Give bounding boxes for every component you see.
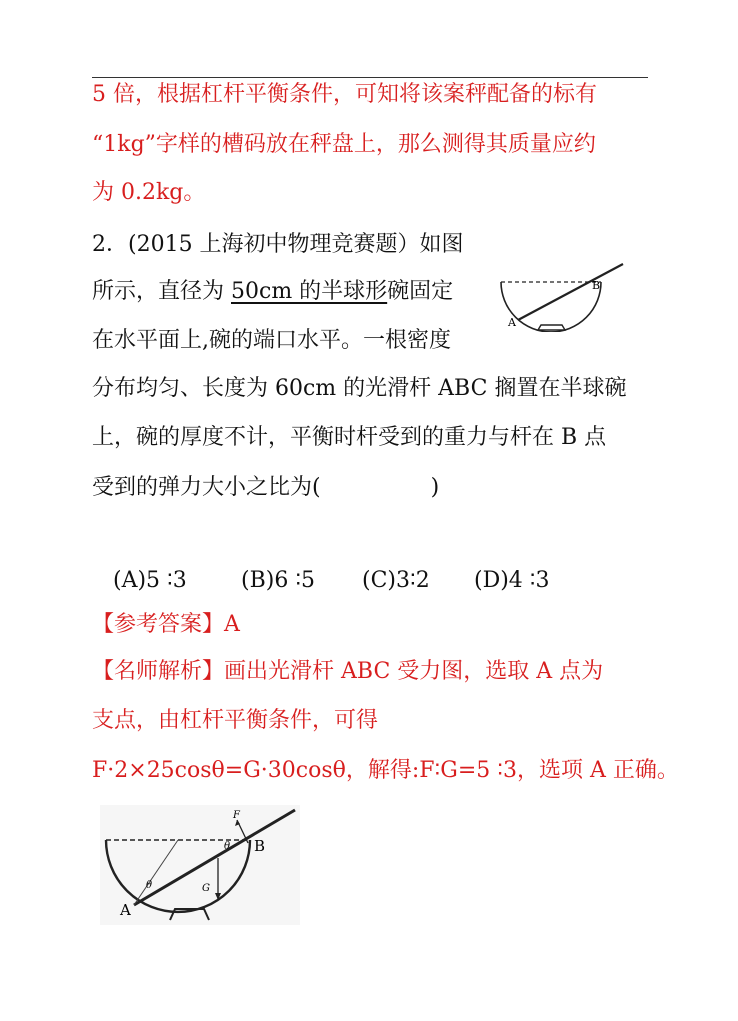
- option-d: (D)4 ∶3: [474, 568, 550, 593]
- analysis-line-3: F·2×25cosθ=G·30cosθ，解得:F∶G=5 ∶3，选项 A 正确。: [92, 758, 679, 783]
- question-heading: 2．(2015 上海初中物理竞赛题）如图: [92, 232, 464, 257]
- analysis-label: 【名师解析】: [92, 659, 225, 684]
- rod: [518, 264, 623, 320]
- analysis-line-1: [92, 657, 603, 687]
- bowl-figure-small: [496, 262, 636, 332]
- label-f: F: [233, 810, 240, 821]
- prev-answer-line-1: 5 倍，根据杠杆平衡条件，可知将该案秤配备的标有: [92, 82, 597, 107]
- label-theta-left: θ: [146, 880, 153, 891]
- label-a: A: [508, 316, 516, 329]
- answer-line: [92, 610, 240, 640]
- question-line-4: 分布均匀、长度为 60cm 的光滑杆 ABC 搁置在半球碗: [92, 376, 627, 401]
- prev-answer-line-2: “1kg”字样的槽码放在秤盘上，那么测得其质量应约: [92, 132, 596, 157]
- label-b: B: [592, 279, 601, 292]
- question-line-2: [92, 277, 453, 307]
- answer-value: A: [224, 612, 240, 637]
- option-c: (C)3∶2: [362, 568, 430, 593]
- question-line-3: 在水平面上,碗的端口水平。一根密度: [92, 328, 451, 353]
- question-line-2-post: 碗固定: [387, 279, 454, 304]
- label-a: A: [120, 901, 131, 919]
- question-line-2-pre: 所示，直径为: [92, 279, 231, 304]
- option-a: (A)5 ∶3: [113, 568, 187, 593]
- answer-label: 【参考答案】: [92, 612, 225, 637]
- force-diagram: [100, 805, 300, 925]
- header-rule: [92, 77, 648, 78]
- prev-answer-line-3: 为 0.2kg。: [92, 180, 206, 205]
- label-theta-top: θ: [224, 841, 231, 852]
- diameter-line: [134, 840, 178, 905]
- option-b: (B)6 ∶5: [241, 568, 316, 593]
- question-underlined-text: 50cm 的半球形: [231, 279, 388, 304]
- question-line-5: 上，碗的厚度不计，平衡时杆受到的重力与杆在 B 点: [92, 425, 607, 450]
- question-line-6: 受到的弹力大小之比为( ): [92, 475, 440, 500]
- analysis-line-2: 支点，由杠杆平衡条件，可得: [92, 708, 379, 733]
- label-b: B: [254, 837, 266, 855]
- label-g: G: [202, 883, 210, 894]
- bowl-base: [538, 325, 565, 330]
- rod: [134, 810, 295, 905]
- analysis-text-1: 画出光滑杆 ABC 受力图，选取 A 点为: [224, 659, 604, 684]
